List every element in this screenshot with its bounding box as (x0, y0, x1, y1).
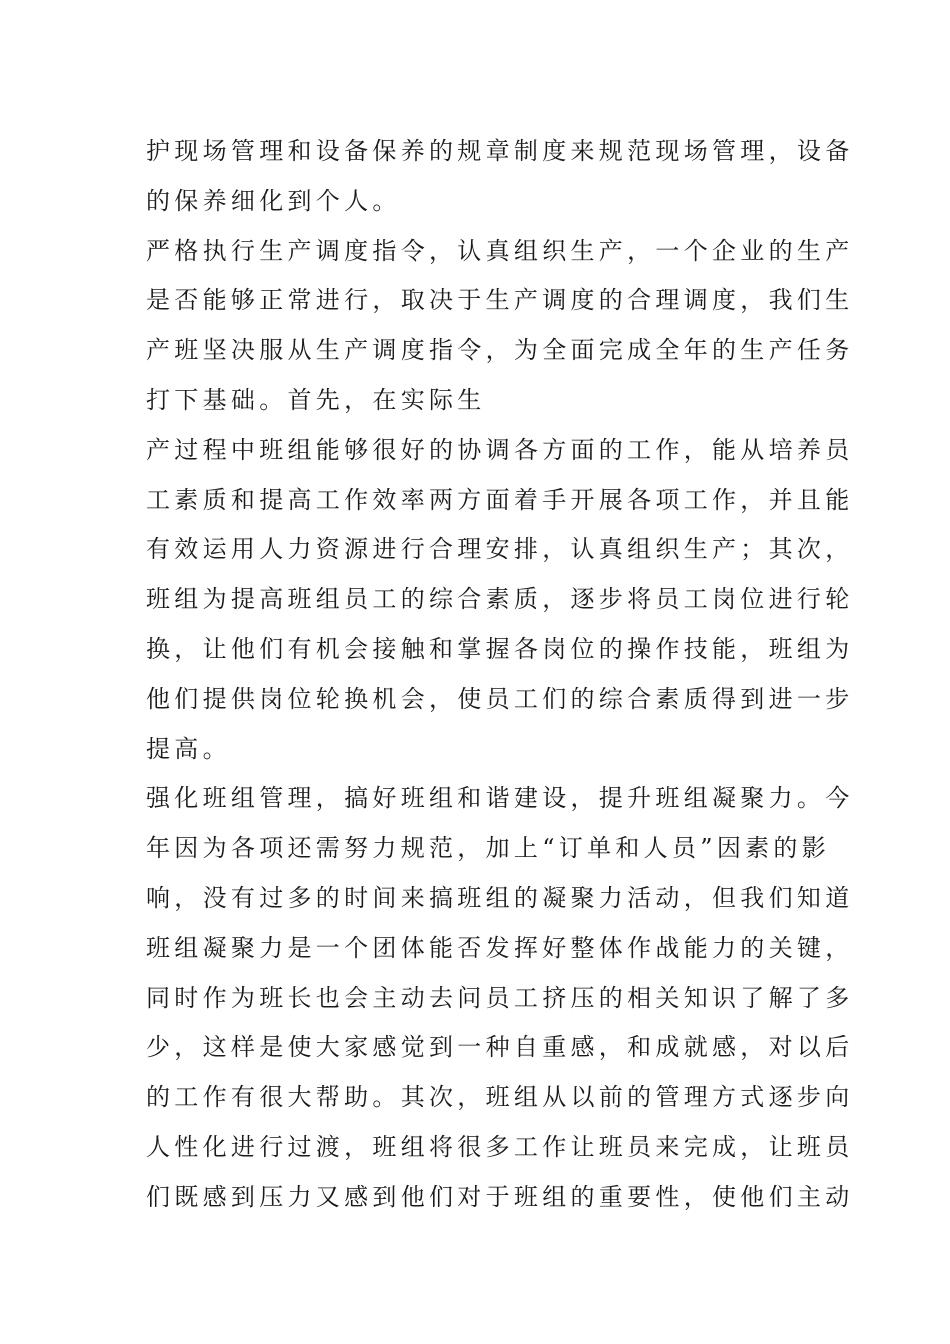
text-line: 的保养细化到个人。 (146, 186, 401, 215)
text-line: 强化班组管理，搞好班组和谐建设，提升班组凝聚力。今 (146, 784, 854, 813)
text-line: 班组凝聚力是一个团体能否发挥好整体作战能力的关键， (146, 933, 854, 962)
text-line: 们既感到压力又感到他们对于班组的重要性，使他们主动 (146, 1182, 854, 1211)
text-line: 是否能够正常进行，取决于生产调度的合理调度，我们生 (146, 286, 854, 315)
text-line: 产过程中班组能够很好的协调各方面的工作，能从培养员 (146, 435, 854, 464)
text-line: 少，这样是使大家感觉到一种自重感，和成就感，对以后 (146, 1033, 854, 1062)
text-line: 护现场管理和设备保养的规章制度来规范现场管理，设备 (146, 137, 854, 165)
text-line: 工素质和提高工作效率两方面着手开展各项工作，并且能 (146, 485, 854, 514)
text-line: 年因为各项还需努力规范，加上“订单和人员”因素的影 (146, 834, 831, 863)
text-line: 班组为提高班组员工的综合素质，逐步将员工岗位进行轮 (146, 585, 854, 614)
text-line: 严格执行生产调度指令，认真组织生产，一个企业的生产 (146, 236, 854, 265)
text-line: 有效运用人力资源进行合理安排，认真组织生产；其次， (146, 535, 854, 564)
text-line: 提高。 (146, 734, 231, 763)
text-line: 的工作有很大帮助。其次，班组从以前的管理方式逐步向 (146, 1083, 854, 1112)
text-line: 同时作为班长也会主动去问员工挤压的相关知识了解了多 (146, 983, 854, 1012)
text-line: 产班坚决服从生产调度指令，为全面完成全年的生产任务 (146, 336, 854, 365)
text-line: 响，没有过多的时间来搞班组的凝聚力活动，但我们知道 (146, 883, 854, 912)
document-body (146, 127, 854, 1223)
text-line: 换，让他们有机会接触和掌握各岗位的操作技能，班组为 (146, 634, 854, 663)
text-line: 打下基础。首先，在实际生 (146, 385, 486, 414)
text-line: 人性化进行过渡，班组将很多工作让班员来完成，让班员 (146, 1132, 854, 1161)
text-line: 他们提供岗位轮换机会，使员工们的综合素质得到进一步 (146, 684, 854, 713)
